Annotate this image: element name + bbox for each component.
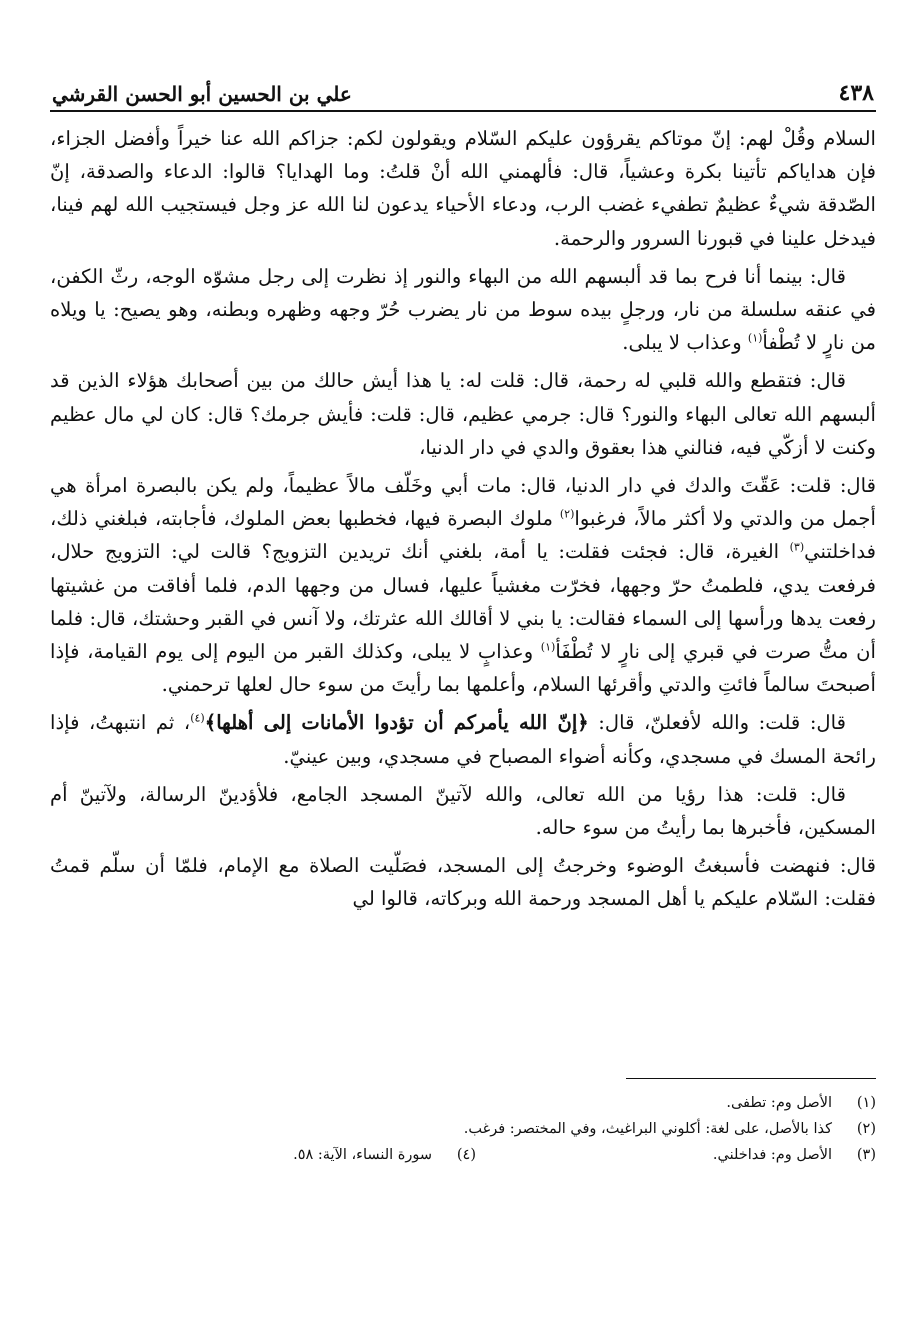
footnotes	[50, 1090, 876, 1168]
text-line: رثّ الكفن، في عنقه سلسلة من نار، ورجلٍ بيده سوط من نار يضرب حُرّ وجهه وظهره	[50, 264, 877, 322]
footnote-ref: (١)	[540, 640, 556, 654]
quran-verse: ﴿إنّ الله يأمركم أن تؤدوا الأمانات إلى أهلها﴾	[204, 711, 589, 735]
footnote-ref: (٤)	[190, 711, 205, 725]
text-line: وبطنه، وهو يصيح: يا ويلاه من نارٍ لا تُطْفأ	[50, 298, 876, 355]
page-number: ٤٣٨	[838, 80, 874, 106]
running-header	[50, 68, 876, 112]
text-line: الله عز وجل فيستجيب الله لهم فينا، فيدخل علينا في قبورنا السرور والرحمة.	[50, 193, 876, 250]
footnote-text: سورة النساء، الآية: ٥٨.	[293, 1147, 432, 1163]
footnote-2	[464, 1116, 876, 1142]
paragraph-5	[50, 706, 876, 772]
text-run: قال: قلت: والله لأفعلنّ، قال:	[588, 711, 846, 735]
text-run: وعذاب لا يبلى.	[622, 331, 748, 355]
footnote-text: كذا بالأصل، على لغة: أكلوني البراغيث، وفي المختصر: فرغب.	[463, 1121, 832, 1137]
text-line: هؤلاء الذين قد ألبسهم الله تعالى البهاء والنور؟ قال: جرمي عظيم، قال: قلت: فأيش	[50, 369, 876, 426]
text-run: ، ثم انتبهتُ، فإذا رائحة المسك في مسجدي، وكأنه أضواء المصباح في مسجدي، وبين عينيّ.	[50, 711, 876, 768]
footnote-1	[726, 1090, 876, 1116]
paragraph-3	[50, 364, 876, 464]
paragraph-6: قال: قلت: هذا رؤيا من الله تعالى، والله لآتينّ المسجد الجامع، فلأؤدينّ الرسالة، ولآتينّ أم المسكين، فأخبرها بما رأيتُ من سوء حاله.	[50, 782, 876, 840]
text-line: وأفضل الجزاء، فإن هداياكم تأتينا بكرة وعشياً، قال: فألهمني الله أنْ قلتُ: وما الهدايا؟	[50, 127, 876, 184]
text-run: قال: قلت: عَقّتَ والدك في دار الدنيا، قال: مات أبي وخَلّف مالاً عظيماً، ولم يكن بالبصرة امرأة هي أجمل من والدتي ولا أكثر مالاً، فرغبوا	[50, 474, 876, 531]
main-text	[50, 122, 876, 916]
text-line: السلام وقُلْ لهم: إنّ موتاكم يقرؤون عليكم السّلام ويقولون لكم: جزاكم الله عنا خيراً	[177, 127, 877, 150]
footnote-marker: (٣)	[856, 1147, 876, 1163]
footnote-4	[293, 1142, 476, 1168]
footnote-text: الأصل وم: تطفى.	[726, 1095, 832, 1111]
text-line: قالوا: الدعاء والصدقة، إنّ الصّدقة شيءٌ عظيمٌ تطفيء غضب الرب، ودعاء الأحياء يدعون لنا	[50, 160, 877, 217]
footnote-text: الأصل وم: فداخلني.	[712, 1147, 832, 1163]
text-line: جرمك؟ قال: كان لي مال عظيم وكنت لا أزكّي فيه، فنالني هذا بعقوق والدي في دار الدنيا،	[50, 402, 876, 459]
book-page	[50, 68, 877, 1163]
footnote-marker: (١)	[856, 1095, 876, 1111]
footnote-marker: (٤)	[456, 1147, 476, 1163]
footnote-marker: (٢)	[856, 1121, 876, 1137]
paragraph-2	[50, 260, 876, 360]
footnote-row	[50, 1090, 876, 1116]
footnote-ref: (٢)	[559, 507, 575, 521]
text-run: وعذابٍ لا يبلى، وكذلك القبر من اليوم إلى يوم القيامة، فإذا أصبحتَ سالماً فائتِ والدتي وأقرئها السلام، وأعلمها بما رأيتَ من سوء حال لعلها ترحمني.	[50, 640, 876, 697]
footnote-ref: (١)	[747, 331, 763, 345]
footnote-row	[50, 1142, 876, 1168]
text-run: الغيرة، قال: فجئت فقلت: يا أمة، بلغني أنك تريدين التزويج؟ قالت لي: التزويج حلال، فرفعت يدي، فلطمتُ حرّ وجهها، فخرّت مغشياً عليها، فسال من وجهها الدم، فلما أفاقت من غشيتها رفعت يدها ورأسها إلى السماء فقالت: يا بني لا أقالك الله عثرتك، ولا آنس في القبر وحشتك، قال: فلما أن متُّ صرت في قبري إلى نارٍ لا تُطْفَأ	[50, 540, 876, 664]
paragraph-7: قال: فنهضت فأسبغتُ الوضوء وخرجتُ إلى المسجد، فصَلّيت الصلاة مع الإمام، فلمّا أن سلّم قمتُ فقلت: السّلام عليكم يا أهل المسجد ورحمة الله وبركاته، قالوا لي	[50, 854, 876, 911]
text-run: ملوك البصرة فيها، فخطبها بعض الملوك، فأجابته، فبلغني ذلك، فداخلتني	[50, 507, 876, 564]
paragraph-1	[50, 122, 876, 255]
text-line: قال: فتقطع والله قلبي له رحمة، قال: قلت له: يا هذا أيش حالك من بين أصحابك	[176, 369, 846, 393]
text-line: قال: بينما أنا فرح بما قد ألبسهم الله من البهاء والنور إذ نظرت إلى رجل مشوّه الوجه،	[145, 264, 846, 288]
footnote-3	[476, 1142, 876, 1168]
paragraph-4	[50, 469, 876, 701]
footnote-divider	[626, 1078, 876, 1079]
footnote-ref: (٣)	[789, 540, 805, 554]
footnote-row	[50, 1116, 876, 1142]
chapter-title: علي بن الحسين أبو الحسن القرشي	[52, 82, 352, 106]
